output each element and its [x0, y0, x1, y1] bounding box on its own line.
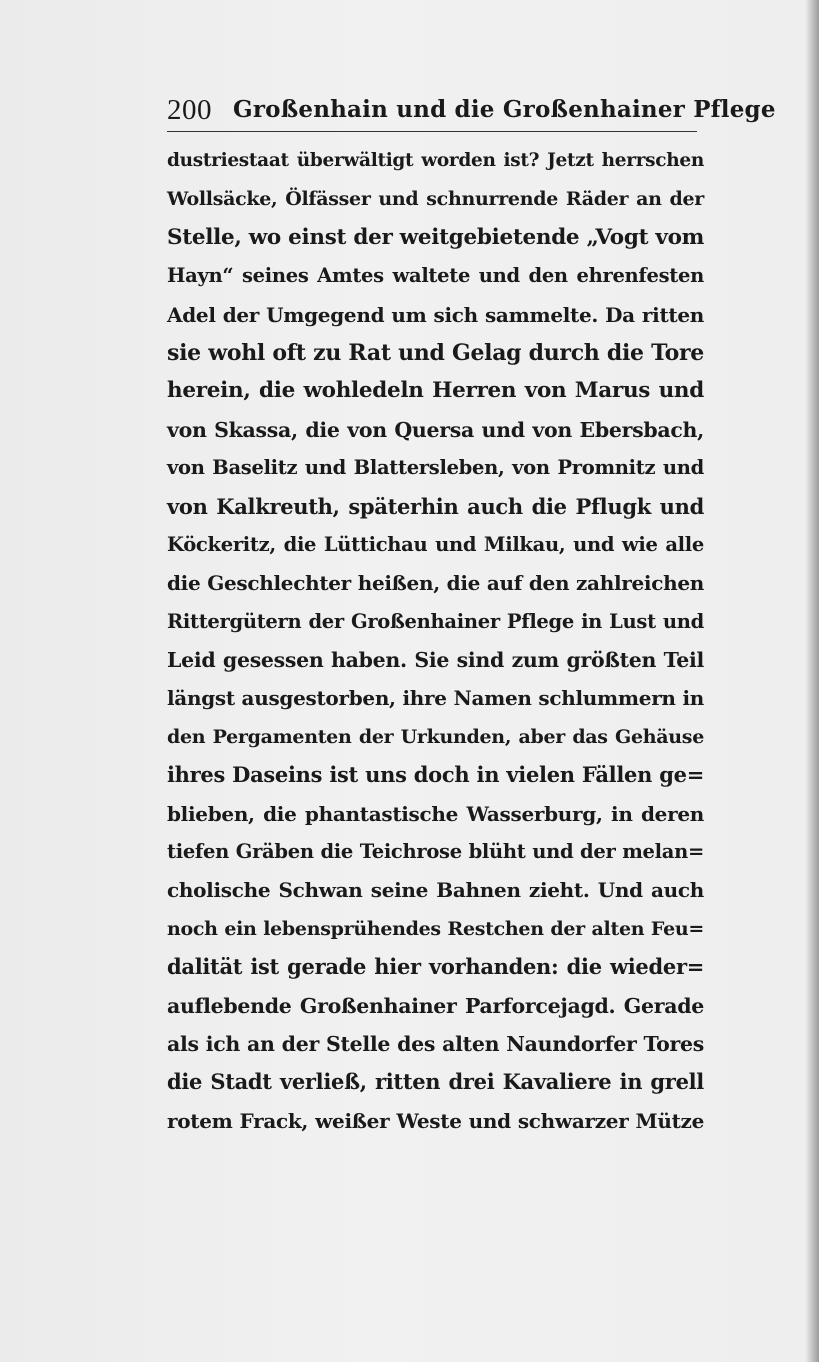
text-line: die Stadt verließ, ritten drei Kavaliere in grell — [167, 1069, 704, 1095]
text-line: noch ein lebensprühendes Restchen der alten Feu= — [167, 917, 704, 940]
text-line: als ich an der Stelle des alten Naundorfer Tores — [167, 1031, 704, 1056]
text-line: herein, die wohledeln Herren von Marus und — [167, 378, 704, 404]
text-line: Leid gesessen haben. Sie sind zum größten Teil — [167, 648, 704, 673]
text-line: von Baselitz und Blattersleben, von Promnitz und — [167, 456, 704, 480]
text-line: von Kalkreuth, späterhin auch die Pflugk und — [167, 493, 704, 519]
text-line: Adel der Umgegend um sich sammelte. Da ritten — [167, 302, 704, 327]
text-line: die Geschlechter heißen, die auf den zahlreichen — [167, 571, 704, 596]
text-line: dustriestaat überwältigt worden ist? Jetzt herrschen — [167, 150, 704, 171]
text-line: den Pergamenten der Urkunden, aber das Gehäuse — [167, 725, 704, 748]
text-line: längst ausgestorben, ihre Namen schlummern in — [167, 686, 704, 711]
running-title: Großenhain und die Großenhainer Pflege — [233, 96, 776, 123]
text-line: ihres Daseins ist uns doch in vielen Fällen ge= — [167, 762, 704, 788]
text-line: rotem Frack, weißer Weste und schwarzer Mütze — [167, 1108, 704, 1133]
text-line: dalität ist gerade hier vorhanden: die wieder= — [167, 954, 704, 980]
text-line: auflebende Großenhainer Parforcejagd. Gerade — [167, 993, 704, 1018]
text-line: sie wohl oft zu Rat und Gelag durch die Tore — [167, 339, 704, 366]
text-line: Stelle, wo einst der weitgebietende „Vogt vom — [167, 224, 705, 250]
text-line: Rittergütern der Großenhainer Pflege in Lust und — [167, 609, 704, 633]
body-text — [167, 142, 704, 1140]
page-number: 200 — [167, 94, 212, 126]
text-line: tiefen Gräben die Teichrose blüht und der melan= — [167, 840, 704, 864]
text-line: von Skassa, die von Quersa und von Ebersbach, — [167, 417, 704, 442]
text-line: cholische Schwan seine Bahnen zieht. Und auch — [167, 878, 704, 903]
page-header — [167, 92, 776, 132]
text-line: blieben, die phantastische Wasserburg, in deren — [167, 801, 704, 826]
text-line: Köckeritz, die Lüttichau und Milkau, und wie alle — [167, 532, 704, 556]
header-rule — [167, 131, 697, 132]
page-edge-shadow — [805, 0, 819, 1362]
text-line: Hayn“ seines Amtes waltete und den ehrenfesten — [167, 264, 704, 288]
text-line: Wollsäcke, Ölfässer und schnurrende Räder an der — [167, 188, 704, 211]
